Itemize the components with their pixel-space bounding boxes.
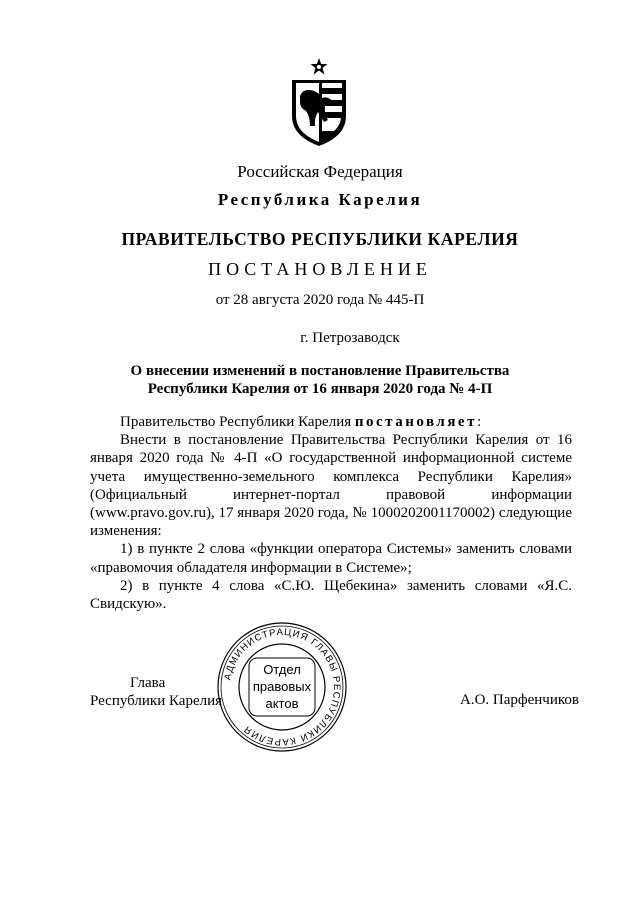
intro-text: Правительство Республики Карелия <box>120 414 355 430</box>
document-date-number: от 28 августа 2020 года № 445-П <box>215 292 425 308</box>
document-body <box>90 413 572 613</box>
signatory-title-line-2: Республики Карелия <box>90 693 223 709</box>
government-title: ПРАВИТЕЛЬСТВО РЕСПУБЛИКИ КАРЕЛИЯ <box>121 229 519 249</box>
republic-name: Республика Карелия <box>217 190 423 209</box>
official-stamp <box>215 620 349 754</box>
intro-paragraph <box>90 413 572 431</box>
stamp-line-1: Отдел <box>263 662 301 677</box>
amendment-item-1: 1) в пункте 2 слова «функции оператора Системы» заменить словами «правомочия обладателя информации в Системе»; <box>90 541 572 576</box>
city-name: г. Петрозаводск <box>300 330 400 346</box>
signatory-title-line-1: Глава <box>130 675 166 691</box>
intro-colon: : <box>476 414 482 430</box>
main-paragraph: Внести в постановление Правительства Республики Карелия от 16 января 2020 года № 4-П «О государственной информационной системе учета имущественно-земельного комплекса Республики Карелия» (Официальный интернет-портал правовой информации (www.pravo.gov.ru), 17 января 2020 года, № 1000202001170002) следующие изменения: <box>90 432 572 540</box>
signatory-title <box>90 674 222 710</box>
decree-keyword: постановляет <box>354 414 477 430</box>
amendment-item-2: 2) в пункте 4 слова «С.Ю. Щебекина» заменить словами «Я.С. Свидскую». <box>90 577 572 613</box>
signatory-name: А.О. Парфенчиков <box>460 692 579 708</box>
country-name: Российская Федерация <box>237 162 403 181</box>
stamp-ring-text: АДМИНИСТРАЦИЯ ГЛАВЫ РЕСПУБЛИКИ КАРЕЛИЯ <box>222 626 343 748</box>
stamp-line-2: правовых <box>252 679 312 694</box>
document-type: ПОСТАНОВЛЕНИЕ <box>208 259 432 279</box>
stamp-line-3: актов <box>265 696 299 711</box>
coat-of-arms-emblem <box>288 56 350 148</box>
subject-line-2: Республики Карелия от 16 января 2020 года № 4-П <box>147 381 493 397</box>
subject-line-1: О внесении изменений в постановление Правительства <box>130 363 510 379</box>
document-subject <box>0 362 640 398</box>
